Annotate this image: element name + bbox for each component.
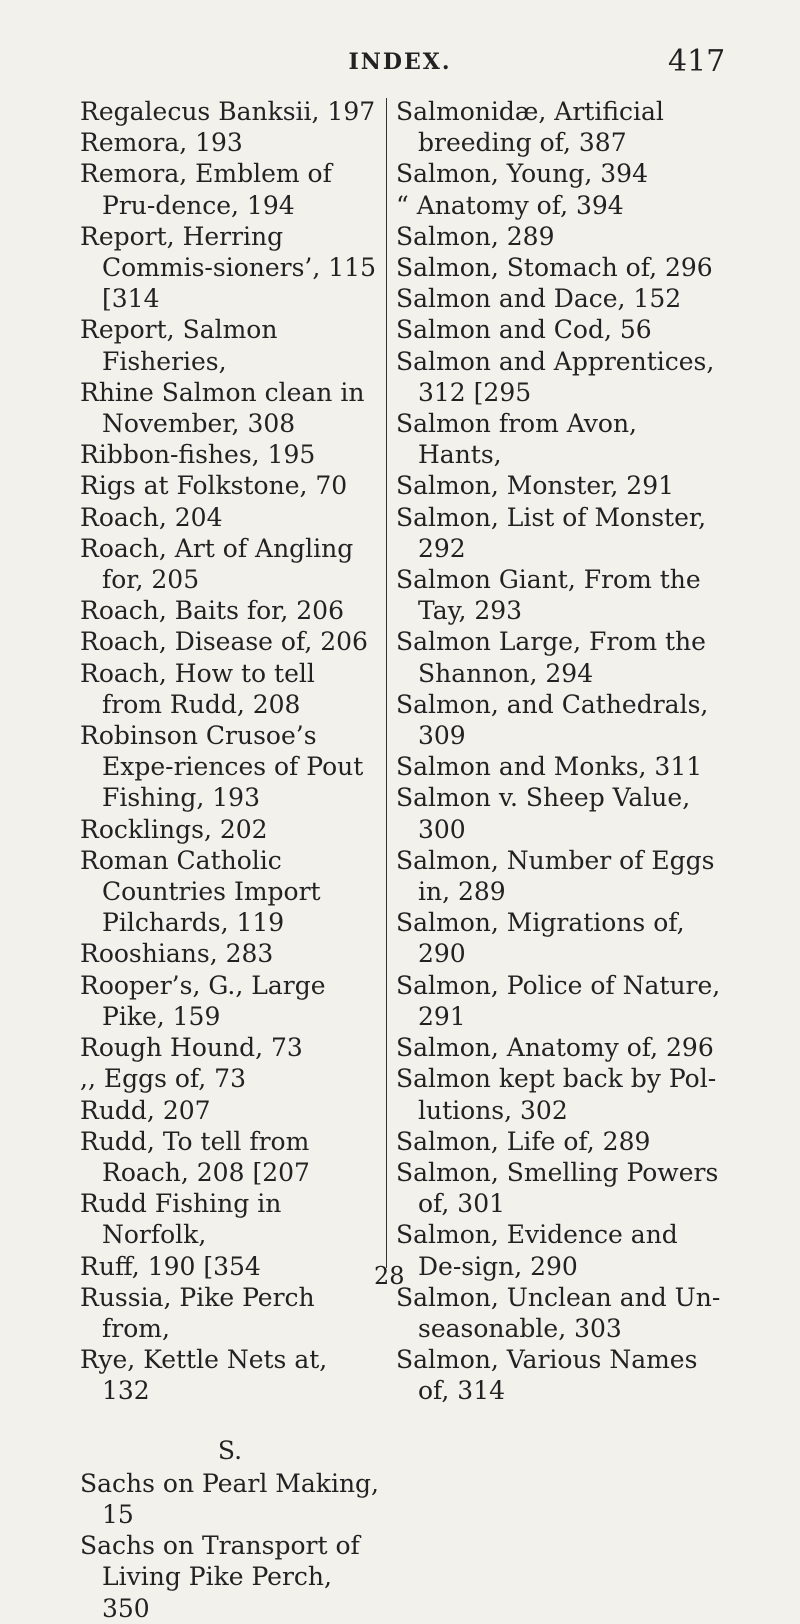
- index-entry: Salmon and Monks, 311: [396, 752, 703, 782]
- index-entry: Sachs on Pearl Making, 15: [80, 1468, 379, 1529]
- index-entry: Russia, Pike Perch from,: [80, 1282, 315, 1343]
- index-entry: Salmon, Stomach of, 296: [396, 253, 713, 283]
- index-entry: Salmon, and Cathedrals, 309: [396, 689, 709, 751]
- index-entry: Rudd, To tell from Roach, 208 [207: [80, 1126, 310, 1187]
- index-entry: Salmon, Evidence and De-sign, 290: [396, 1220, 678, 1281]
- left-entries: [80, 96, 380, 1407]
- index-entry: Salmonidæ, Artificial breeding of, 387: [396, 97, 664, 158]
- index-entry: Report, Herring Commis-sioners’, 115 [314: [80, 221, 376, 314]
- index-entry: Ribbon-fishes, 195: [80, 440, 316, 470]
- index-entry: ,, Eggs of, 73: [80, 1064, 246, 1094]
- index-entry: Salmon Large, From the Shannon, 294: [396, 627, 706, 688]
- index-entry: Salmon and Apprentices, 312 [295: [396, 346, 715, 407]
- index-title: INDEX.: [348, 49, 452, 75]
- index-entry: Salmon, Various Names of, 314: [396, 1345, 698, 1406]
- index-entry: Salmon, Migrations of, 290: [396, 908, 685, 969]
- index-entry: Salmon Giant, From the Tay, 293: [396, 565, 701, 626]
- section-letter-s: S.: [217, 1435, 243, 1465]
- index-entry: Roach, Art of Angling for, 205: [80, 533, 354, 595]
- index-entry: Salmon kept back by Pol-lutions, 302: [396, 1064, 717, 1125]
- index-entry: Rigs at Folkstone, 70: [80, 471, 348, 501]
- index-entry: Roach, Disease of, 206: [80, 627, 368, 657]
- signature-mark: 28: [374, 1262, 405, 1290]
- index-entry: Salmon, List of Monster, 292: [396, 502, 707, 563]
- index-entry: “ Anatomy of, 394: [396, 190, 624, 220]
- index-entry: Ruff, 190 [354: [80, 1251, 261, 1281]
- column-divider: [386, 98, 387, 1268]
- index-entry: Rudd Fishing in Norfolk,: [80, 1189, 282, 1250]
- index-entry: Salmon, Life of, 289: [396, 1126, 651, 1156]
- index-entry: Sachs on Transport of Living Pike Perch, 350: [80, 1531, 360, 1623]
- index-entry: Remora, 193: [80, 128, 243, 158]
- index-entry: Roach, How to tell from Rudd, 208: [80, 658, 315, 719]
- index-entry: Salmon, 289: [396, 221, 555, 251]
- right-index-column: [396, 96, 726, 1407]
- index-entry: Salmon, Police of Nature, 291: [396, 970, 721, 1031]
- left-index-column: [80, 96, 380, 1624]
- index-entry: Remora, Emblem of Pru-dence, 194: [80, 159, 332, 220]
- index-entry: Salmon from Avon, Hants,: [396, 409, 638, 470]
- index-entry: Salmon, Smelling Powers of, 301: [396, 1157, 719, 1219]
- index-entry: Roman Catholic Countries Import Pilchards, 119: [80, 845, 321, 938]
- index-entry: Salmon, Monster, 291: [396, 471, 675, 501]
- index-entry: Rooshians, 283: [80, 939, 274, 969]
- index-entry: Rye, Kettle Nets at, 132: [80, 1345, 328, 1406]
- index-entry: Rough Hound, 73: [80, 1033, 303, 1063]
- index-entry: Salmon and Dace, 152: [396, 284, 682, 314]
- index-entry: Roach, Baits for, 206: [80, 596, 344, 626]
- index-entry: Report, Salmon Fisheries,: [80, 315, 278, 376]
- index-entry: Rocklings, 202: [80, 814, 268, 844]
- page-number: 417: [668, 44, 726, 79]
- index-entry: Salmon and Cod, 56: [396, 315, 652, 345]
- index-entry: Salmon, Anatomy of, 296: [396, 1033, 714, 1063]
- right-entries: [396, 96, 726, 1407]
- index-entry: Robinson Crusoe’s Expe-riences of Pout Fishing, 193: [80, 721, 364, 813]
- index-entry: Salmon, Young, 394: [396, 159, 648, 189]
- index-entry: Regalecus Banksii, 197: [80, 97, 376, 126]
- index-entry: Rudd, 207: [80, 1095, 211, 1125]
- index-entry: Rhine Salmon clean in November, 308: [80, 377, 365, 439]
- left-s-entries: [80, 1468, 380, 1624]
- index-entry: Salmon, Number of Eggs in, 289: [396, 845, 715, 907]
- index-entry: Roach, 204: [80, 502, 223, 532]
- index-entry: Rooper’s, G., Large Pike, 159: [80, 970, 326, 1031]
- index-entry: Salmon, Unclean and Un-seasonable, 303: [396, 1282, 721, 1343]
- index-entry: Salmon v. Sheep Value, 300: [396, 783, 691, 844]
